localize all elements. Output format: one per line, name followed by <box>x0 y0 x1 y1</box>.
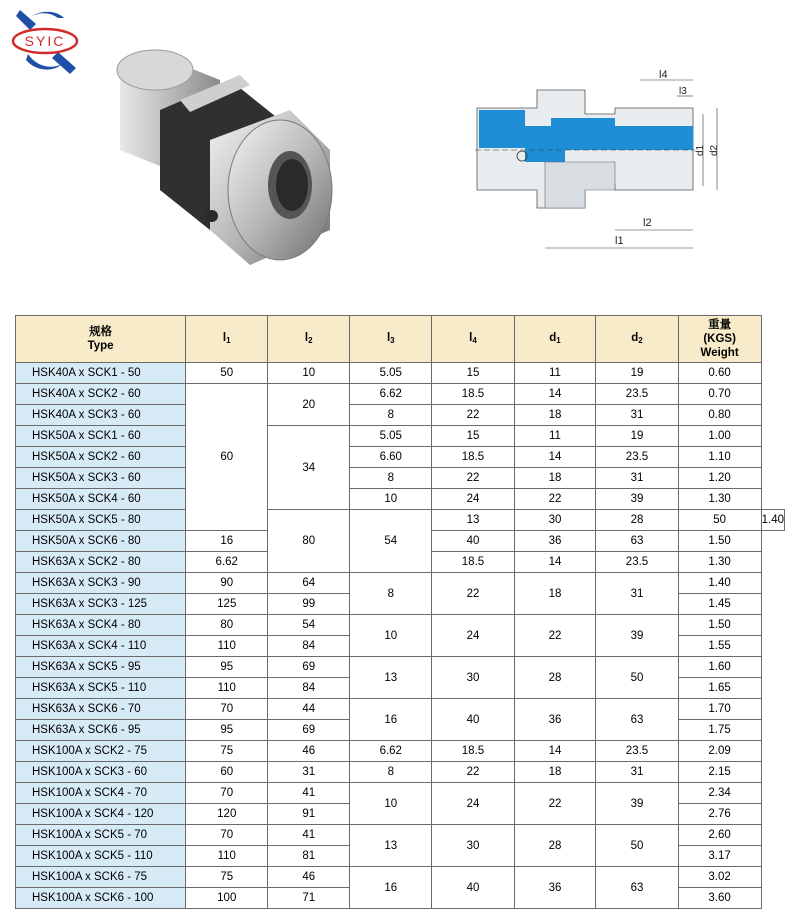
cell-l4: 22 <box>432 405 514 426</box>
cell-d2: 23.5 <box>596 552 678 573</box>
cell-l1: 70 <box>186 699 268 720</box>
cell-l2: 41 <box>268 783 350 804</box>
cell-l1: 75 <box>186 867 268 888</box>
cell-l2: 34 <box>268 426 350 510</box>
table-row <box>16 468 785 489</box>
cell-d1: 11 <box>514 363 596 384</box>
cell-d1: 22 <box>514 783 596 825</box>
table-row <box>16 699 785 720</box>
cell-d2: 50 <box>678 510 761 531</box>
cell-d1: 22 <box>514 489 596 510</box>
cell-l3: 10 <box>350 615 432 657</box>
cell-weight: 2.76 <box>678 804 761 825</box>
cell-l3: 5.05 <box>350 363 432 384</box>
cell-l4: 22 <box>432 468 514 489</box>
cell-weight: 0.80 <box>678 405 761 426</box>
cell-l4: 18.5 <box>432 741 514 762</box>
cell-l2: 99 <box>268 594 350 615</box>
cell-weight: 1.30 <box>678 552 761 573</box>
cell-weight: 3.60 <box>678 888 761 909</box>
cell-l3: 8 <box>350 468 432 489</box>
cell-weight: 0.60 <box>678 363 761 384</box>
cell-l2: 54 <box>350 510 432 573</box>
cell-type: HSK50A x SCK5 - 80 <box>16 510 186 531</box>
cell-weight: 2.15 <box>678 762 761 783</box>
cell-l4: 15 <box>432 363 514 384</box>
cell-d2: 23.5 <box>596 384 678 405</box>
header-weight-unit: (KGS) <box>703 333 736 345</box>
cell-type: HSK100A x SCK6 - 75 <box>16 867 186 888</box>
cell-l2: 81 <box>268 846 350 867</box>
cell-l4: 18.5 <box>432 552 514 573</box>
cell-d2: 39 <box>596 783 678 825</box>
cell-d1: 28 <box>596 510 678 531</box>
cell-d2: 39 <box>596 489 678 510</box>
cell-weight: 1.50 <box>678 615 761 636</box>
cell-l3: 13 <box>432 510 514 531</box>
cell-l3: 16 <box>186 531 268 552</box>
cell-type: HSK50A x SCK1 - 60 <box>16 426 186 447</box>
table-row <box>16 384 785 405</box>
cell-d2: 23.5 <box>596 741 678 762</box>
cell-type: HSK100A x SCK5 - 70 <box>16 825 186 846</box>
cell-l3: 16 <box>350 699 432 741</box>
cell-l1: 90 <box>186 573 268 594</box>
cell-l2: 20 <box>268 384 350 426</box>
cell-weight: 1.00 <box>678 426 761 447</box>
table-row <box>16 405 785 426</box>
cell-d1: 14 <box>514 552 596 573</box>
cell-d2: 50 <box>596 657 678 699</box>
header-d1: $d_1$ <box>514 316 596 363</box>
header-weight <box>678 316 761 363</box>
cell-l2: 64 <box>268 573 350 594</box>
table-row <box>16 615 785 636</box>
cell-d1: 18 <box>514 762 596 783</box>
cell-l2: 46 <box>268 741 350 762</box>
cell-type: HSK63A x SCK3 - 125 <box>16 594 186 615</box>
cell-type: HSK100A x SCK6 - 100 <box>16 888 186 909</box>
cell-l1: 60 <box>186 384 268 531</box>
cell-l3: 10 <box>350 783 432 825</box>
cell-l2: 69 <box>268 657 350 678</box>
cell-l1: 110 <box>186 678 268 699</box>
cell-l2: 41 <box>268 825 350 846</box>
cell-type: HSK100A x SCK2 - 75 <box>16 741 186 762</box>
cell-d2: 19 <box>596 426 678 447</box>
cell-l1: 110 <box>186 636 268 657</box>
cell-l1: 80 <box>186 615 268 636</box>
cell-type: HSK63A x SCK6 - 95 <box>16 720 186 741</box>
table-row <box>16 783 785 804</box>
cell-l4: 18.5 <box>432 447 514 468</box>
cell-l4: 30 <box>514 510 596 531</box>
cell-d1: 14 <box>514 741 596 762</box>
cell-weight: 1.55 <box>678 636 761 657</box>
cell-weight: 1.45 <box>678 594 761 615</box>
cell-d1: 22 <box>514 615 596 657</box>
header-type-en: Type <box>87 340 114 352</box>
cell-d1: 18 <box>514 573 596 615</box>
header-weight-en: Weight <box>700 347 739 359</box>
cell-l3: 8 <box>350 573 432 615</box>
cell-l2: 84 <box>268 636 350 657</box>
cell-l3: 13 <box>350 825 432 867</box>
cell-l2: 31 <box>268 762 350 783</box>
cell-d2: 31 <box>596 405 678 426</box>
cell-weight: 2.60 <box>678 825 761 846</box>
table-row <box>16 363 785 384</box>
cell-l4: 15 <box>432 426 514 447</box>
cell-l1: 60 <box>186 762 268 783</box>
cell-d1: 18 <box>514 468 596 489</box>
cell-weight: 2.34 <box>678 783 761 804</box>
cell-l1: 50 <box>186 363 268 384</box>
table-row <box>16 426 785 447</box>
header-type-cn: 规格 <box>89 326 113 338</box>
cell-type: HSK63A x SCK4 - 80 <box>16 615 186 636</box>
cell-d1: 14 <box>514 384 596 405</box>
cell-type: HSK100A x SCK3 - 60 <box>16 762 186 783</box>
cell-l3: 5.05 <box>350 426 432 447</box>
cell-d2: 31 <box>596 762 678 783</box>
cell-type: HSK40A x SCK3 - 60 <box>16 405 186 426</box>
cell-d1: 36 <box>514 531 596 552</box>
cell-l4: 40 <box>432 867 514 909</box>
cell-l2: 84 <box>268 678 350 699</box>
cell-type: HSK40A x SCK2 - 60 <box>16 384 186 405</box>
cell-d1: 36 <box>514 699 596 741</box>
header-type <box>16 316 186 363</box>
table-row <box>16 489 785 510</box>
cell-type: HSK40A x SCK1 - 50 <box>16 363 186 384</box>
cell-type: HSK100A x SCK5 - 110 <box>16 846 186 867</box>
table-row <box>16 447 785 468</box>
dim-l3: l3 <box>679 86 687 97</box>
cell-l4: 24 <box>432 489 514 510</box>
cell-type: HSK100A x SCK4 - 70 <box>16 783 186 804</box>
table-row <box>16 657 785 678</box>
cell-type: HSK100A x SCK4 - 120 <box>16 804 186 825</box>
cell-l3: 6.60 <box>350 447 432 468</box>
dim-l1: l1 <box>615 235 624 247</box>
cell-type: HSK63A x SCK4 - 110 <box>16 636 186 657</box>
cell-d1: 36 <box>514 867 596 909</box>
cell-l4: 40 <box>432 699 514 741</box>
cell-l2: 54 <box>268 615 350 636</box>
cell-l2: 10 <box>268 363 350 384</box>
dim-d2: d2 <box>709 144 720 156</box>
cell-l1: 95 <box>186 720 268 741</box>
cell-type: HSK50A x SCK4 - 60 <box>16 489 186 510</box>
header-d2: $d_2$ <box>596 316 678 363</box>
cell-d1: 11 <box>514 426 596 447</box>
table-row <box>16 825 785 846</box>
header-l1: $l_1$ <box>186 316 268 363</box>
cell-weight: 0.70 <box>678 384 761 405</box>
cell-l1: 120 <box>186 804 268 825</box>
cell-type: HSK50A x SCK3 - 60 <box>16 468 186 489</box>
cell-l2: 69 <box>268 720 350 741</box>
product-photo <box>100 40 340 270</box>
cell-d2: 63 <box>596 531 678 552</box>
cell-weight: 1.60 <box>678 657 761 678</box>
syic-logo <box>6 4 86 76</box>
cell-weight: 1.40 <box>678 573 761 594</box>
cell-l1: 70 <box>186 783 268 804</box>
cell-weight: 1.50 <box>678 531 761 552</box>
cell-type: HSK63A x SCK2 - 80 <box>16 552 186 573</box>
cell-l2: 91 <box>268 804 350 825</box>
technical-drawing <box>465 70 725 260</box>
cell-type: HSK63A x SCK5 - 95 <box>16 657 186 678</box>
table-header-row <box>16 316 785 363</box>
cell-l3: 10 <box>350 489 432 510</box>
cell-l3: 8 <box>350 405 432 426</box>
cell-weight: 3.02 <box>678 867 761 888</box>
header-weight-cn: 重量 <box>708 319 732 331</box>
cell-d2: 19 <box>596 363 678 384</box>
header-l3: $l_3$ <box>350 316 432 363</box>
dim-l2: l2 <box>643 217 652 229</box>
cell-l4: 24 <box>432 783 514 825</box>
header-l2: $l_2$ <box>268 316 350 363</box>
cell-type: HSK63A x SCK5 - 110 <box>16 678 186 699</box>
cell-l1: 95 <box>186 657 268 678</box>
cell-l4: 18.5 <box>432 384 514 405</box>
cell-l3: 6.62 <box>350 384 432 405</box>
table-row <box>16 762 785 783</box>
cell-l3: 8 <box>350 762 432 783</box>
cell-l4: 24 <box>432 615 514 657</box>
cell-l4: 40 <box>432 531 514 552</box>
cell-d2: 31 <box>596 573 678 615</box>
table-row <box>16 741 785 762</box>
cell-weight: 1.75 <box>678 720 761 741</box>
spec-table <box>15 315 785 909</box>
cell-type: HSK50A x SCK2 - 60 <box>16 447 186 468</box>
cell-weight: 1.40 <box>761 510 784 531</box>
cell-l1: 100 <box>186 888 268 909</box>
cell-l1: 80 <box>268 510 350 573</box>
table-body <box>16 363 785 909</box>
cell-d1: 28 <box>514 825 596 867</box>
cell-l3: 16 <box>350 867 432 909</box>
cell-d2: 63 <box>596 867 678 909</box>
cell-d2: 50 <box>596 825 678 867</box>
cell-weight: 1.20 <box>678 468 761 489</box>
cell-d2: 31 <box>596 468 678 489</box>
cell-type: HSK63A x SCK3 - 90 <box>16 573 186 594</box>
cell-l2: 71 <box>268 888 350 909</box>
cell-weight: 1.70 <box>678 699 761 720</box>
cell-l1: 110 <box>186 846 268 867</box>
cell-l1: 75 <box>186 741 268 762</box>
cell-d1: 14 <box>514 447 596 468</box>
cell-d2: 39 <box>596 615 678 657</box>
cell-l4: 30 <box>432 657 514 699</box>
table-row <box>16 573 785 594</box>
cell-d2: 23.5 <box>596 447 678 468</box>
cell-l2: 46 <box>268 867 350 888</box>
cell-l1: 125 <box>186 594 268 615</box>
cell-l3: 13 <box>350 657 432 699</box>
cell-l4: 22 <box>432 573 514 615</box>
cell-d1: 18 <box>514 405 596 426</box>
table-row <box>16 510 785 531</box>
cell-l1: 70 <box>186 825 268 846</box>
dim-l4: l4 <box>659 70 668 81</box>
cell-weight: 3.17 <box>678 846 761 867</box>
cell-type: HSK63A x SCK6 - 70 <box>16 699 186 720</box>
cell-weight: 1.10 <box>678 447 761 468</box>
syic-logo-icon <box>6 4 86 76</box>
logo-text: SYIC <box>24 33 66 49</box>
header-l4: $l_4$ <box>432 316 514 363</box>
cell-d1: 28 <box>514 657 596 699</box>
cell-type: HSK50A x SCK6 - 80 <box>16 531 186 552</box>
cell-l3: 6.62 <box>350 741 432 762</box>
cell-weight: 1.30 <box>678 489 761 510</box>
cell-d2: 63 <box>596 699 678 741</box>
cell-l4: 30 <box>432 825 514 867</box>
dim-d1: d1 <box>695 144 706 156</box>
cell-l3: 6.62 <box>186 552 268 573</box>
cell-weight: 1.65 <box>678 678 761 699</box>
cell-l4: 22 <box>432 762 514 783</box>
cell-weight: 2.09 <box>678 741 761 762</box>
cell-l2: 44 <box>268 699 350 720</box>
table-row <box>16 867 785 888</box>
